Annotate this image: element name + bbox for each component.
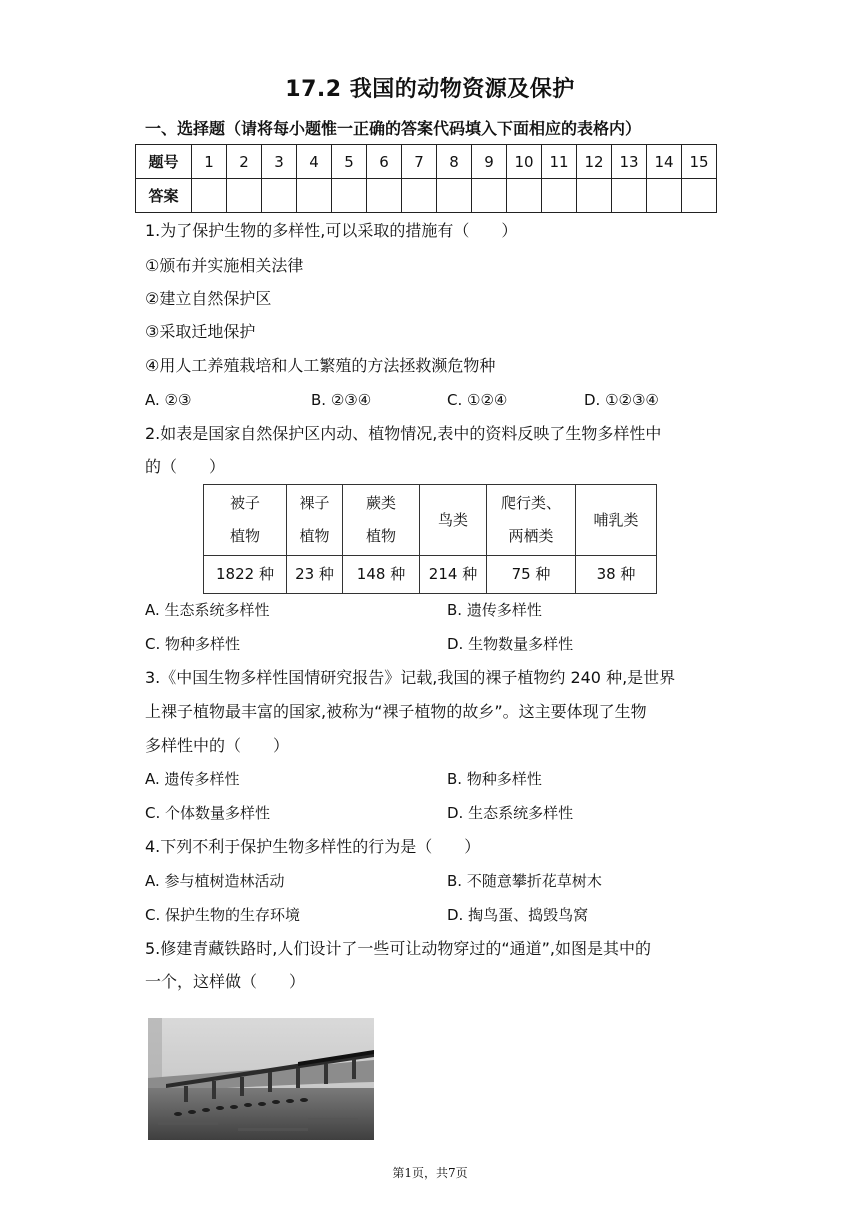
answer-table-number: 8 [437, 145, 472, 179]
answer-cell[interactable] [297, 179, 332, 213]
answer-cell[interactable] [682, 179, 717, 213]
species-header-mammal: 哺乳类 [576, 485, 657, 556]
answer-table-answer-row [136, 179, 717, 213]
railway-bridge-photo [148, 1018, 374, 1140]
q3-option-c[interactable]: C. 个体数量多样性 [145, 804, 271, 822]
q4-option-d[interactable]: D. 掏鸟蛋、捣毁鸟窝 [447, 906, 589, 924]
answer-cell[interactable] [472, 179, 507, 213]
q4-stem: 4.下列不利于保护生物多样性的行为是（ ） [145, 837, 481, 856]
answer-cell[interactable] [332, 179, 367, 213]
q1-option-b[interactable]: B. ②③④ [311, 391, 372, 409]
answer-cell[interactable] [612, 179, 647, 213]
q1-item: ①颁布并实施相关法律 [145, 256, 304, 275]
q1-item: ④用人工养殖栽培和人工繁殖的方法拯救濒危物种 [145, 356, 496, 375]
q1-option-d[interactable]: D. ①②③④ [584, 391, 659, 409]
answer-table-number: 14 [647, 145, 682, 179]
species-value: 75 种 [487, 556, 576, 594]
answer-table-number: 6 [367, 145, 402, 179]
page-footer: 第1页，共7页 [392, 1166, 468, 1180]
species-header-angiosperm: 被子 植物 [204, 485, 287, 556]
q3-option-b[interactable]: B. 物种多样性 [447, 770, 542, 788]
species-value: 38 种 [576, 556, 657, 594]
answer-cell[interactable] [507, 179, 542, 213]
answer-table-number: 7 [402, 145, 437, 179]
answer-table-number: 15 [682, 145, 717, 179]
species-header-gymnosperm: 裸子 植物 [287, 485, 343, 556]
answer-cell[interactable] [402, 179, 437, 213]
q5-stem: 5.修建青藏铁路时,人们设计了一些可让动物穿过的“通道”,如图是其中的 [145, 939, 652, 958]
q4-option-c[interactable]: C. 保护生物的生存环境 [145, 906, 301, 924]
species-value: 148 种 [343, 556, 420, 594]
answer-table-number: 12 [577, 145, 612, 179]
answer-cell[interactable] [577, 179, 612, 213]
species-value: 214 种 [420, 556, 487, 594]
answer-table-number: 11 [542, 145, 577, 179]
q3-option-d[interactable]: D. 生态系统多样性 [447, 804, 574, 822]
q2-option-d[interactable]: D. 生物数量多样性 [447, 635, 574, 653]
railway-bridge-illustration [148, 1018, 374, 1140]
answer-cell[interactable] [647, 179, 682, 213]
q2-stem: 的（ ） [145, 457, 226, 476]
q3-option-a[interactable]: A. 遗传多样性 [145, 770, 240, 788]
page-title: 17.2 我国的动物资源及保护 [285, 77, 575, 102]
species-value: 1822 种 [204, 556, 287, 594]
q4-option-b[interactable]: B. 不随意攀折花草树木 [447, 872, 602, 890]
q2-option-a[interactable]: A. 生态系统多样性 [145, 601, 270, 619]
answer-cell[interactable] [437, 179, 472, 213]
species-header-fern: 蕨类 植物 [343, 485, 420, 556]
q3-stem: 上裸子植物最丰富的国家,被称为“裸子植物的故乡”。这主要体现了生物 [145, 702, 647, 721]
species-header-bird: 鸟类 [420, 485, 487, 556]
q1-stem: 1.为了保护生物的多样性,可以采取的措施有（ ） [145, 221, 518, 240]
q1-item: ②建立自然保护区 [145, 289, 272, 308]
q1-option-a[interactable]: A. ②③ [145, 391, 192, 409]
answer-table-number: 1 [192, 145, 227, 179]
answer-table-number: 4 [297, 145, 332, 179]
answer-cell[interactable] [227, 179, 262, 213]
answer-table-number-label: 题号 [136, 145, 192, 179]
answer-cell[interactable] [367, 179, 402, 213]
answer-cell[interactable] [542, 179, 577, 213]
q3-stem: 多样性中的（ ） [145, 736, 290, 755]
q2-option-b[interactable]: B. 遗传多样性 [447, 601, 542, 619]
answer-table [135, 144, 717, 213]
q5-stem: 一个，这样做（ ） [145, 972, 306, 991]
answer-table-header-row [136, 145, 717, 179]
q3-stem: 3.《中国生物多样性国情研究报告》记载,我国的裸子植物约 240 种,是世界 [145, 668, 676, 687]
species-table-header-row [204, 485, 657, 556]
q4-option-a[interactable]: A. 参与植树造林活动 [145, 872, 285, 890]
species-header-reptile-amphibian: 爬行类、 两栖类 [487, 485, 576, 556]
species-table-value-row [204, 556, 657, 594]
q1-option-c[interactable]: C. ①②④ [447, 391, 508, 409]
answer-table-number: 2 [227, 145, 262, 179]
answer-table-number: 13 [612, 145, 647, 179]
q2-option-c[interactable]: C. 物种多样性 [145, 635, 241, 653]
answer-cell[interactable] [262, 179, 297, 213]
answer-table-number: 10 [507, 145, 542, 179]
answer-cell[interactable] [192, 179, 227, 213]
q1-item: ③采取迁地保护 [145, 322, 256, 341]
section-heading: 一、选择题（请将每小题惟一正确的答案代码填入下面相应的表格内） [145, 119, 642, 138]
species-value: 23 种 [287, 556, 343, 594]
species-table [203, 484, 657, 594]
answer-table-number: 9 [472, 145, 507, 179]
answer-table-number: 3 [262, 145, 297, 179]
answer-table-number: 5 [332, 145, 367, 179]
answer-table-answer-label: 答案 [136, 179, 192, 213]
q2-stem: 2.如表是国家自然保护区内动、植物情况,表中的资料反映了生物多样性中 [145, 424, 662, 443]
